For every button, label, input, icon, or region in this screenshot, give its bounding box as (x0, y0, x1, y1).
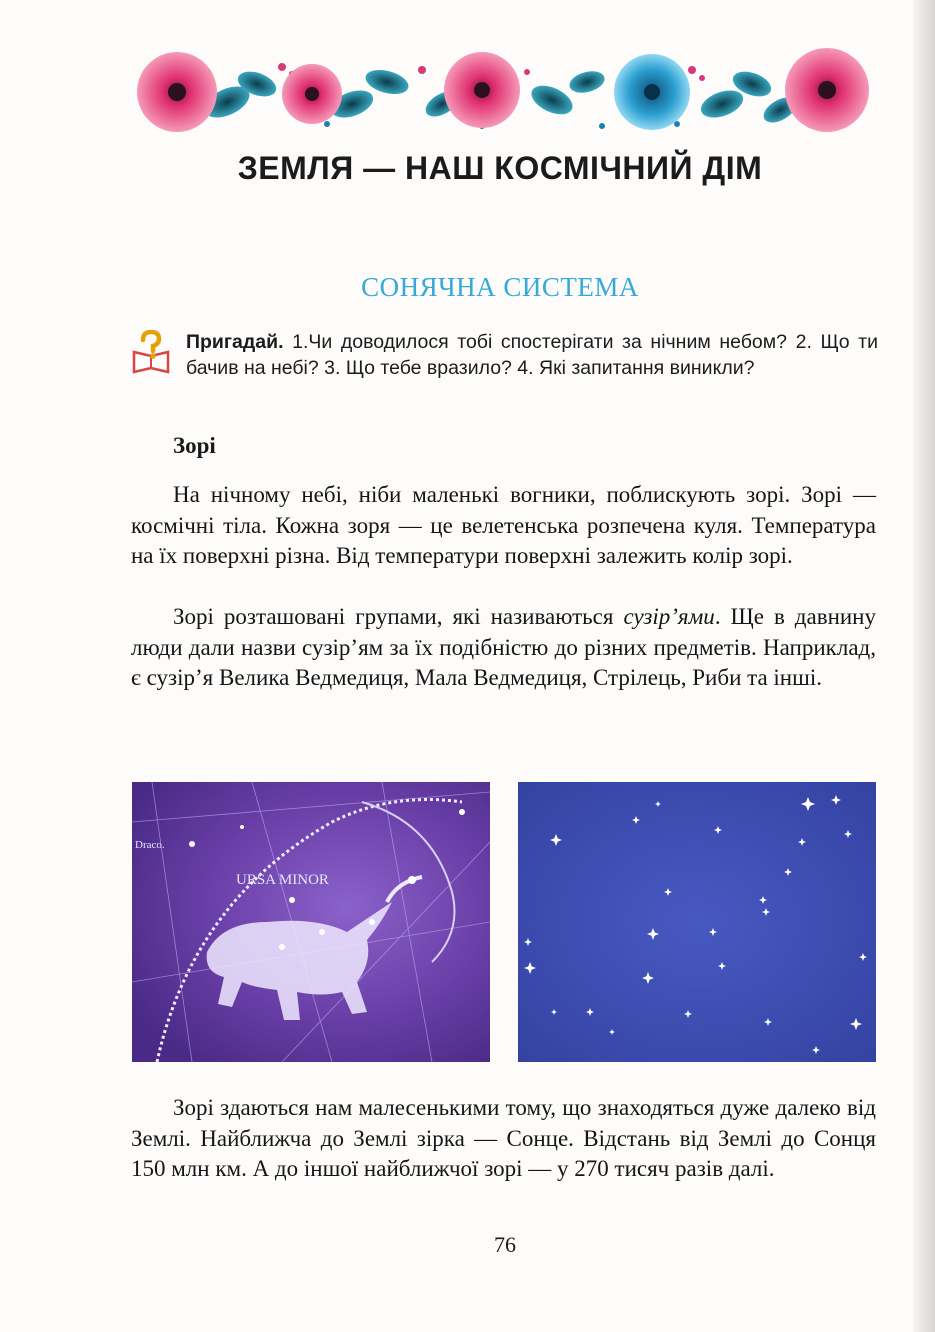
recall-body: 1.Чи доводилося тобі спостерігати за нічним небом? 2. Що ти бачив на небі? 3. Що тебе вразило? 4. Які запитання виникли? (186, 331, 878, 379)
paragraph-2 (131, 602, 876, 694)
question-book-icon (130, 330, 172, 376)
draco-label: Draco. (135, 839, 165, 851)
page-binding-edge (913, 0, 935, 1332)
term-constellations: сузір’ями (623, 604, 715, 629)
paragraph-3: Зорі здаються нам малесенькими тому, що знаходяться дуже далеко від Землі. Найближча до Землі зірка — Сонце. Відстань від Землі до Сонця 150 млн км. А до іншої найближчої зорі — у 270 тисяч разів далі. (131, 1095, 876, 1181)
paragraph-2-start: Зорі розташовані групами, які називаються (173, 604, 624, 629)
paragraph-2-end: . Ще в давнину люди дали назви сузір’ям за їх подібністю до різних предметів. Наприклад, є сузір’я Велика Ведмедиця, Мала Ведмедиця, Стрілець, Риби та інші. (131, 604, 876, 690)
chapter-title: ЗЕМЛЯ — НАШ КОСМІЧНИЙ ДІМ (237, 150, 763, 186)
paragraph-1: На нічному небі, ніби маленькі вогники, поблискують зорі. Зорі — космічні тіла. Кожна зоря — це велетенська розпечена куля. Температура на їх поверхні різна. Від температури поверхні залежить колір зорі. (131, 482, 876, 568)
section-title: СОНЯЧНА СИСТЕМА (361, 272, 639, 302)
recall-questions (186, 329, 878, 381)
floral-ornament (132, 42, 872, 140)
subheading-stars: Зорі (173, 433, 216, 458)
ursa-minor-label: URSA MINOR (236, 872, 329, 888)
starry-sky-image (518, 782, 876, 1062)
page-number: 76 (494, 1232, 516, 1257)
ursa-minor-chart-image (132, 782, 490, 1062)
recall-lead: Пригадай. (186, 331, 284, 353)
